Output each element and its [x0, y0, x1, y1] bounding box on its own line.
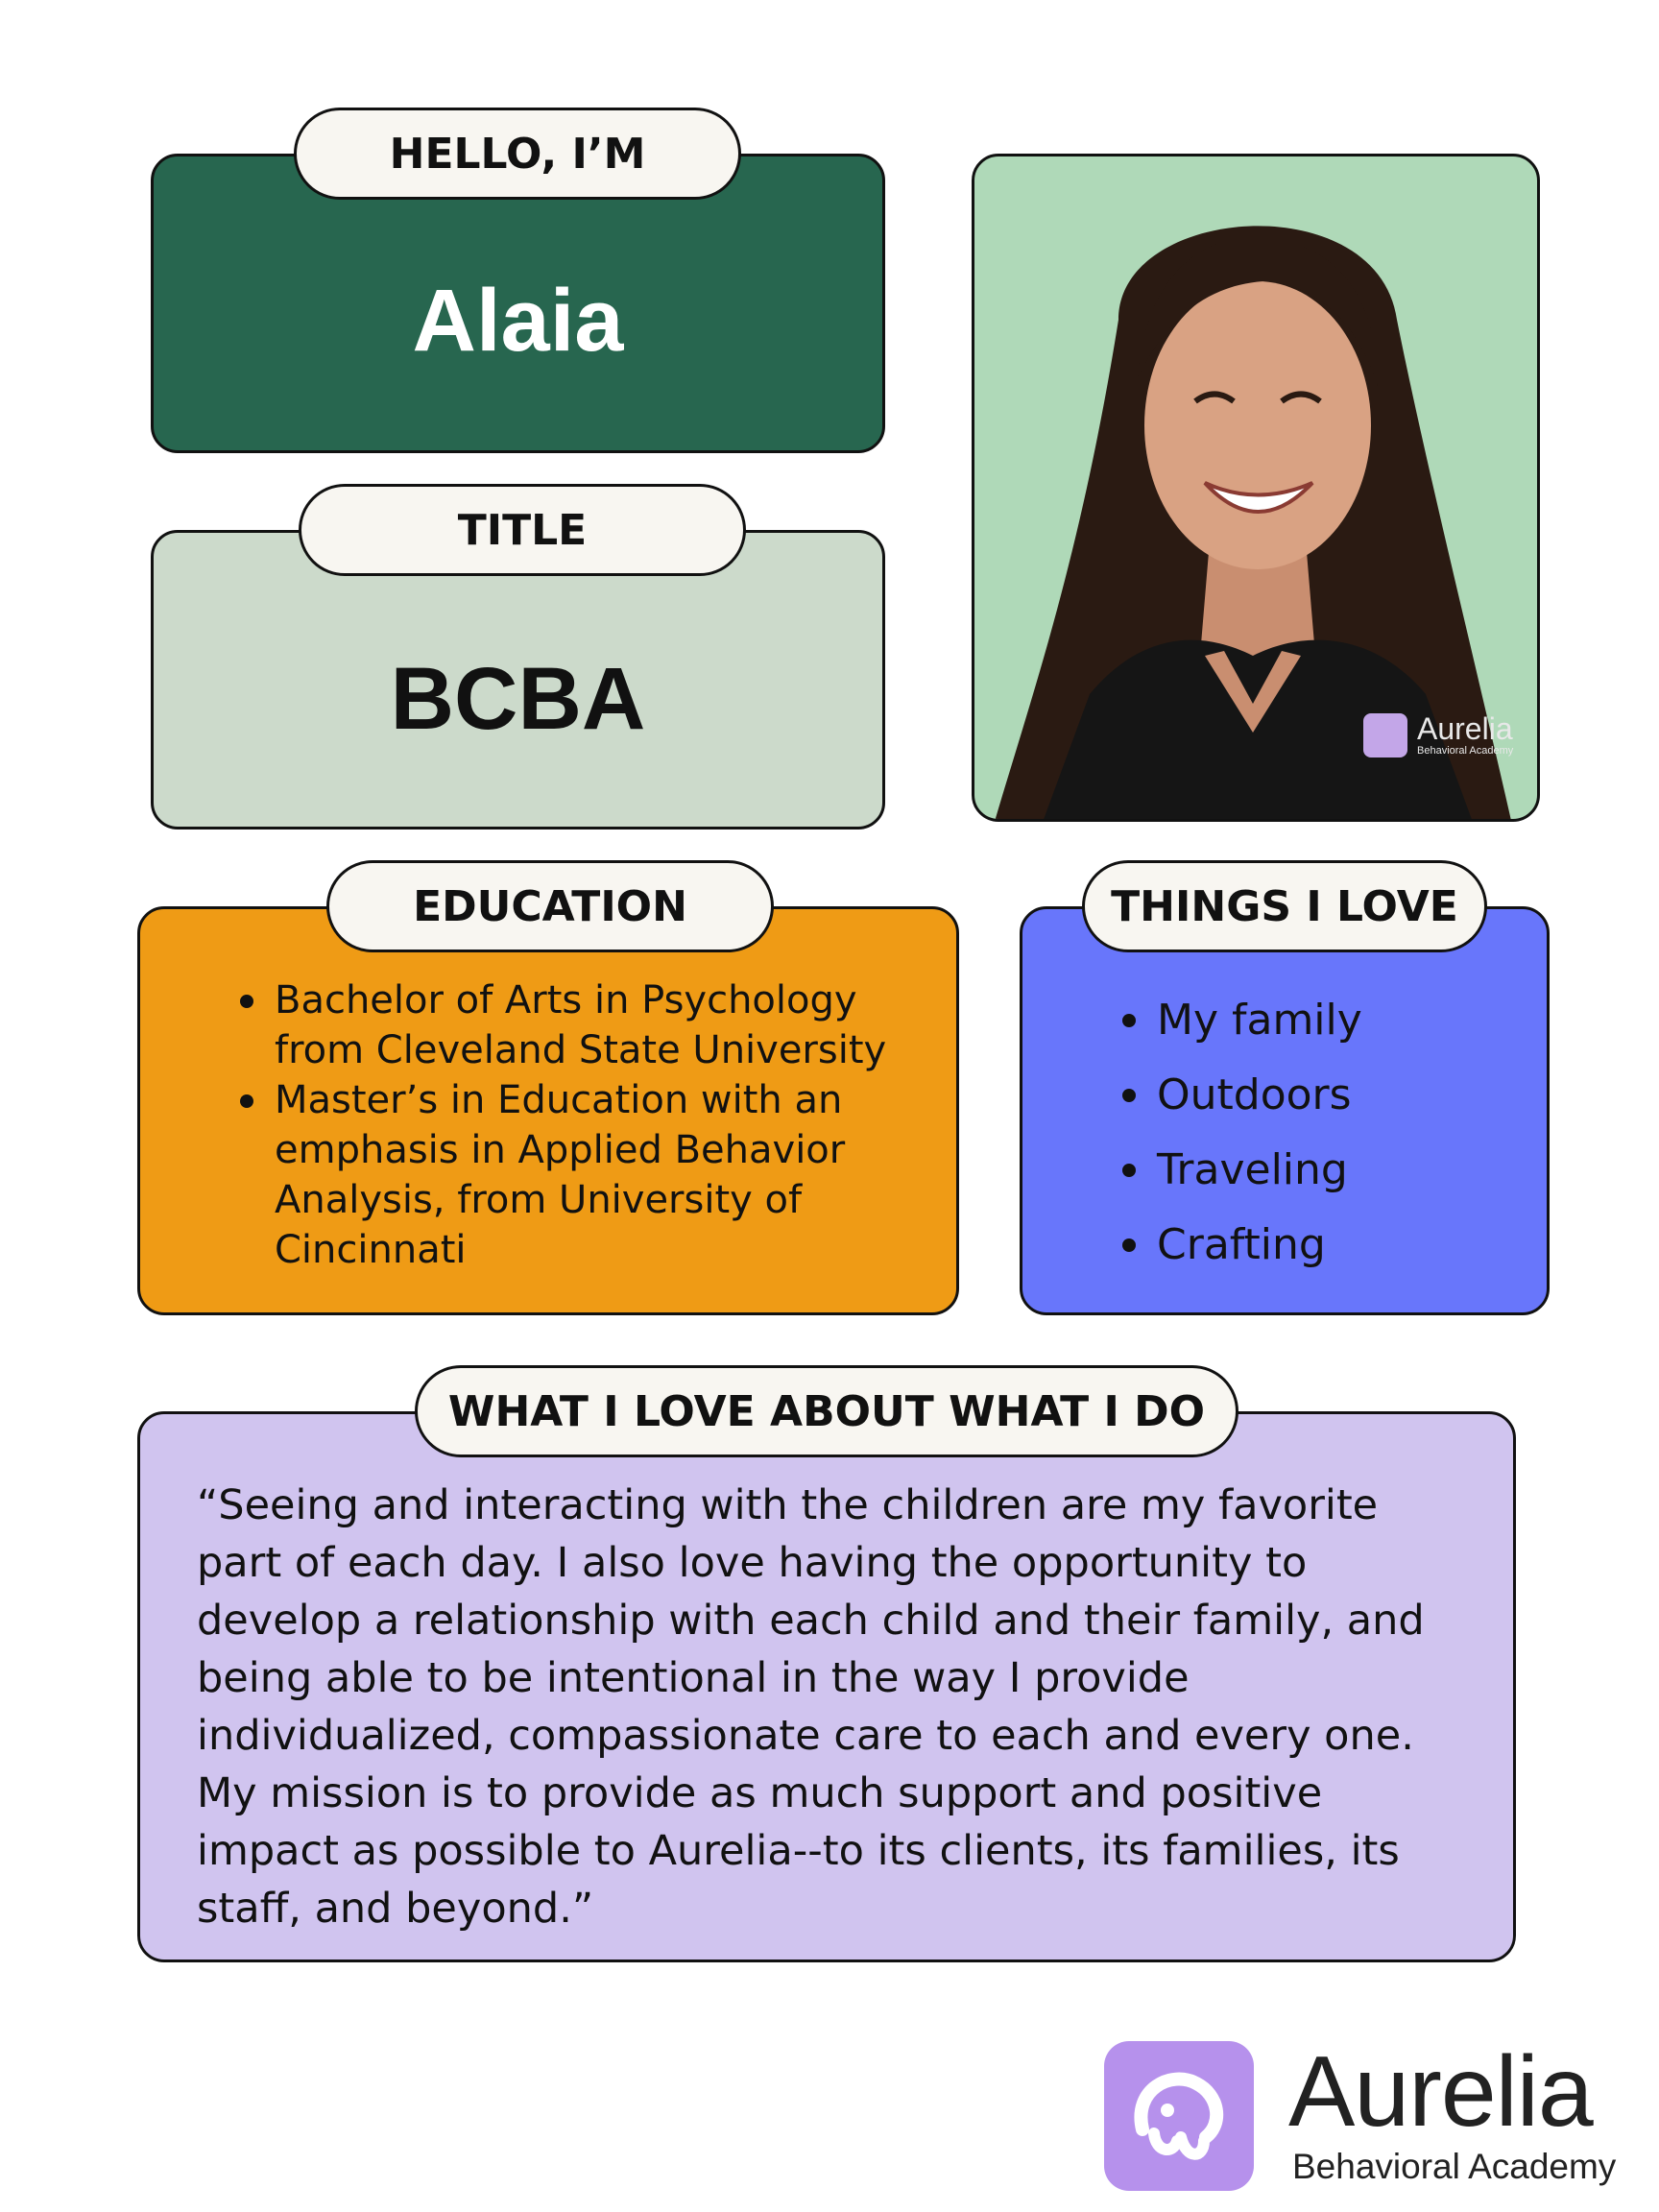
shirt-logo-mark-icon [1363, 713, 1407, 757]
profile-photo [972, 154, 1540, 822]
shirt-logo-name: Aurelia [1417, 711, 1513, 746]
logo-subtitle: Behavioral Academy [1292, 2147, 1617, 2186]
love-item: Traveling [1118, 1133, 1503, 1208]
shirt-logo-sub: Behavioral Academy [1417, 745, 1514, 757]
about-pill: WHAT I LOVE ABOUT WHAT I DO [415, 1365, 1238, 1457]
education-item: Bachelor of Arts in Psychology from Cleveland State University [236, 975, 908, 1075]
about-quote: “Seeing and interacting with the children are my favorite part of each day. I also love having the opportunity to develop a relationship with each child and their family, and being able to be intentional in the way I provide individualized, compassionate care to each and every one. My mission is to provide as much support and positive impact as possible to Aurelia--to its clients, its families, its staff, and beyond.” [197, 1481, 1425, 1933]
things-i-love-list [1118, 983, 1503, 1283]
love-item: My family [1118, 983, 1503, 1058]
shirt-logo [1363, 713, 1513, 757]
education-item: Master’s in Education with an emphasis in Applied Behavior Analysis, from University of Cincinnati [236, 1075, 908, 1275]
education-pill: EDUCATION [326, 860, 774, 952]
love-item: Outdoors [1118, 1058, 1503, 1133]
job-title: BCBA [390, 649, 646, 748]
things-i-love-pill: THINGS I LOVE [1082, 860, 1487, 952]
education-list [236, 975, 908, 1275]
title-pill: TITLE [299, 484, 746, 576]
aurelia-logo-mark-icon [1104, 2041, 1254, 2191]
hello-pill: HELLO, I’M [294, 108, 741, 200]
logo-name: Aurelia [1288, 2036, 1593, 2148]
love-item: Crafting [1118, 1208, 1503, 1283]
person-name: Alaia [412, 271, 624, 370]
